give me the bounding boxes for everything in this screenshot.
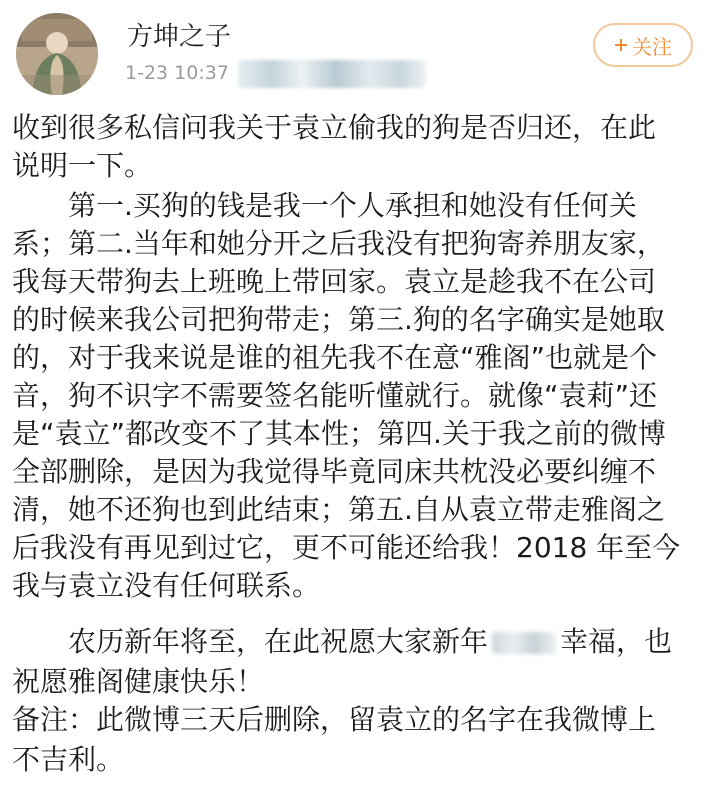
- post-timestamp: 1-23 10:37: [125, 62, 229, 84]
- blurred-text: [492, 632, 556, 654]
- author-name[interactable]: 方坤之子: [127, 22, 232, 52]
- body-line: 的时候来我公司把狗带走；第三.狗的名字确实是她取: [12, 303, 665, 336]
- follow-button[interactable]: [593, 23, 693, 67]
- body-line: 我每天带狗去上班晚上带回家。袁立是趁我不在公司: [12, 265, 657, 298]
- blessing-text-end: 幸福，也: [560, 625, 673, 658]
- remark-line: 不吉利。: [12, 743, 125, 776]
- plus-icon: [614, 33, 628, 57]
- body-line: 是“袁立”都改变不了其本性；第四.关于我之前的微博: [12, 417, 666, 450]
- follow-label: 关注: [632, 34, 672, 59]
- remark-line: 备注：此微博三天后删除，留袁立的名字在我微博上: [12, 703, 657, 736]
- body-line: 第一.买狗的钱是我一个人承担和她没有任何关: [12, 189, 637, 222]
- body-line: 我与袁立没有任何联系。: [12, 569, 321, 602]
- body-line: 收到很多私信问我关于袁立偷我的狗是否归还，在此: [12, 111, 657, 144]
- author-avatar[interactable]: [16, 13, 98, 95]
- body-line: 祝愿雅阁健康快乐！: [12, 665, 265, 698]
- body-line: 全部删除，是因为我觉得毕竟同床共枕没必要纠缠不: [12, 455, 657, 488]
- body-line: 说明一下。: [12, 149, 153, 182]
- blessing-line: [12, 622, 672, 662]
- blessing-text-start: 农历新年将至，在此祝愿大家新年: [12, 625, 489, 658]
- blurred-post-source: [238, 60, 426, 88]
- body-line: 清，她不还狗也到此结束；第五.自从袁立带走雅阁之: [12, 493, 665, 526]
- body-line: 后我没有再见到过它，更不可能还给我！2018 年至今: [12, 531, 681, 564]
- body-line: 的，对于我来说是谁的祖先我不在意“雅阁”也就是个: [12, 341, 658, 374]
- body-line: 音，狗不识字不需要签名能听懂就行。就像“袁莉”还: [12, 379, 658, 412]
- body-line: 系；第二.当年和她分开之后我没有把狗寄养朋友家，: [12, 227, 665, 260]
